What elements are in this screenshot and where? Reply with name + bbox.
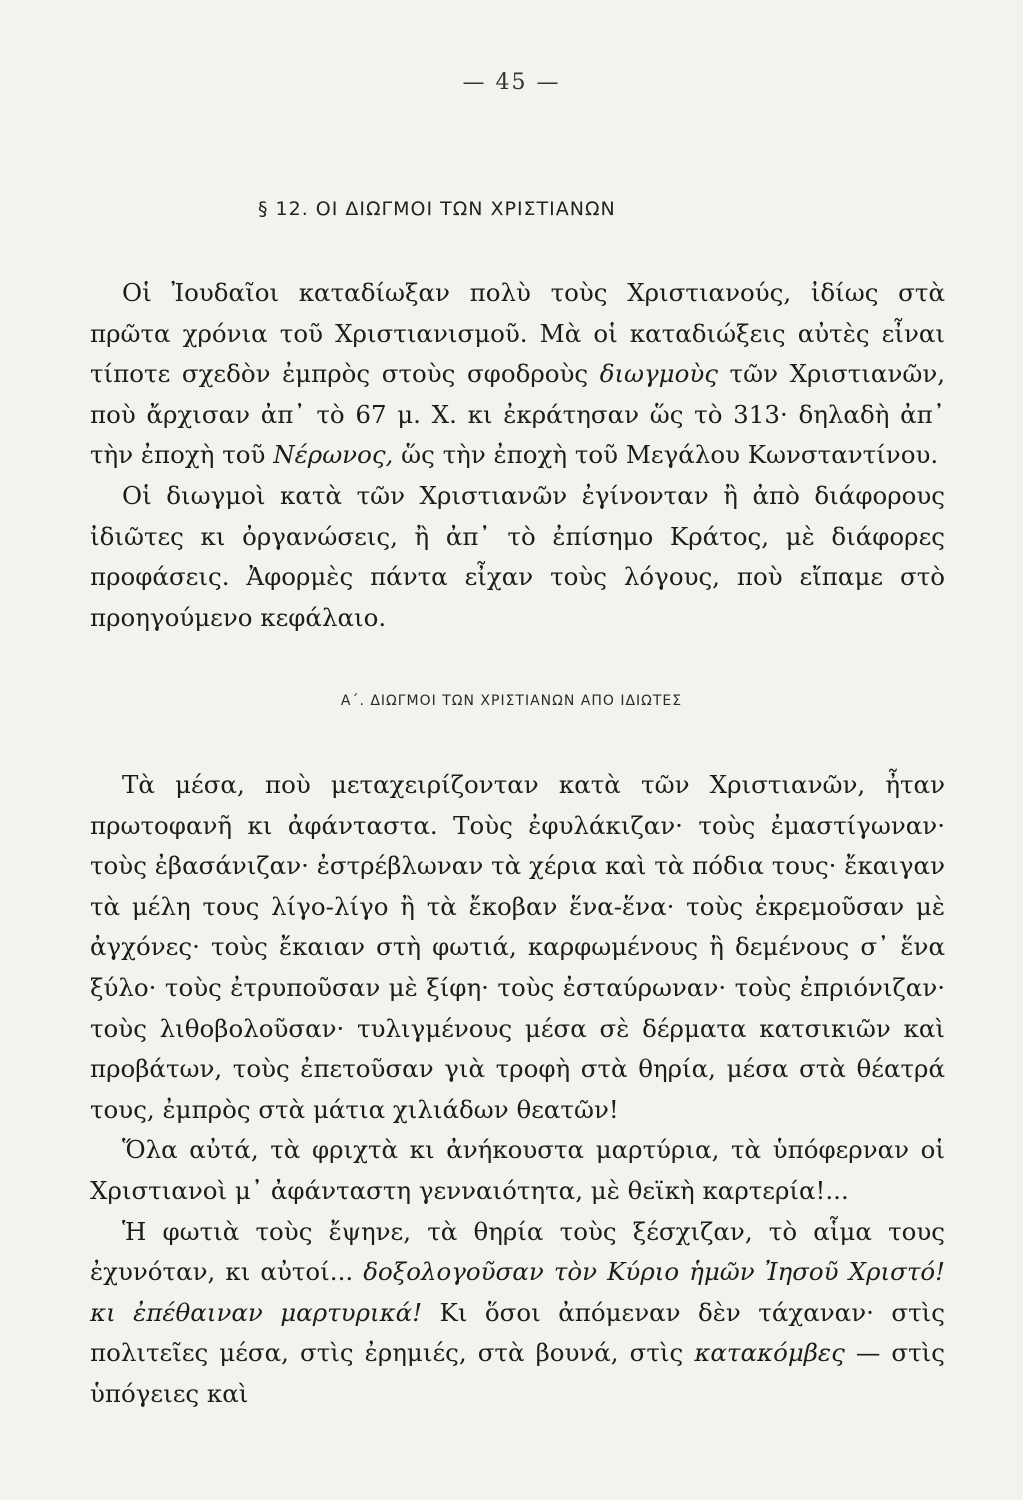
- italic-term: κατακόμβες: [694, 1338, 845, 1368]
- section-title: § 12. ΟΙ ΔΙΩΓΜΟΙ ΤΩΝ ΧΡΙΣΤΙΑΝΩΝ: [258, 198, 616, 220]
- text-run: Ἡ φωτιὰ τοὺς ἔψηνε, τὰ θηρία τοὺς ξέσχιζαν, τὸ αἷμα τους ἐχυνόταν, κι αὐτοί...: [90, 1216, 945, 1287]
- text-run: Οἱ Ἰουδαῖοι καταδίωξαν πολὺ τοὺς Χριστιανούς, ἰδίως στὰ πρῶτα χρόνια τοῦ Χριστιανισμοῦ. Μὰ οἱ καταδιώξεις αὐτὲς εἶναι τίποτε σχεδὸν ἐμπρὸς στοὺς σφοδροὺς: [90, 278, 945, 389]
- text-run: Τὰ μέσα, ποὺ μεταχειρίζονταν κατὰ τῶν Χριστιανῶν, ἦταν πρωτοφανῆ κι ἀφάνταστα. Τοὺς ἐφυλάκιζαν· τοὺς ἐμαστίγωναν· τοὺς ἐβασάνιζαν· ἐστρέβλωναν τὰ χέρια καὶ τὰ πόδια τους· ἔκαιγαν τὰ μέλη τους λίγο-λίγο ἢ τὰ ἔκοβαν ἕνα-ἕνα· τοὺς ἐκρεμοῦσαν μὲ ἀγχόνες· τοὺς ἔκαιαν στὴ φωτιά, καρφωμένους ἢ δεμένους σ᾽ ἕνα ξύλο· τοὺς ἐτρυποῦσαν μὲ ξίφη· τοὺς ἐσταύρωναν· τοὺς ἐπριόνιζαν· τοὺς λιθοβολοῦσαν· τυλιγμένους μέσα σὲ δέρματα κατσικιῶν καὶ προβάτων, τοὺς ἐπετοῦσαν γιὰ τροφὴ στὰ θηρία, μέσα στὰ θέατρά τους, ἐμπρὸς στὰ μάτια χιλιάδων θεατῶν!: [90, 770, 945, 1124]
- paragraph: [90, 1130, 945, 1211]
- text-run: — στὶς ὑπόγειες καὶ: [90, 1338, 946, 1408]
- text-run: Οἱ διωγμοὶ κατὰ τῶν Χριστιανῶν ἐγίνονταν ἢ ἀπὸ διάφορους ἰδιῶτες κι ὀργανώσεις, ἢ ἀπ᾽ τὸ ἐπίσημο Κράτος, μὲ διάφορες προφάσεις. Ἀφορμὲς πάντα εἶχαν τοὺς λόγους, ποὺ εἴπαμε στὸ προηγούμενο κεφάλαιο.: [90, 480, 945, 632]
- main-text: [90, 765, 945, 1415]
- text-run: Ὅλα αὐτά, τὰ φριχτὰ κι ἀνήκουστα μαρτύρια, τὰ ὑπόφερναν οἱ Χριστιανοὶ μ᾽ ἀφάνταστη γενναιότητα, μὲ θεϊκὴ καρτερία!...: [90, 1135, 945, 1205]
- text-run: τῶν Χριστιανῶν, ποὺ ἄρχισαν ἀπ᾽ τὸ 67 μ. Χ. κι ἐκράτησαν ὥς τὸ 313· δηλαδὴ ἀπ᾽ τὴν ἐποχὴ τοῦ: [90, 359, 946, 470]
- text-run: ὥς τὴν ἐποχὴ τοῦ Μεγάλου Κωνσταντίνου.: [393, 440, 939, 470]
- page-number: — 45 —: [462, 70, 561, 95]
- text-run: Κι ὅσοι ἀπόμεναν δὲν τάχαναν· στὶς πολιτεῖες μέσα, στὶς ἐρημιές, στὰ βουνά, στὶς: [90, 1297, 945, 1368]
- italic-term: διωγμοὺς: [599, 359, 718, 389]
- intro-text: [90, 273, 945, 638]
- paragraph: [90, 1212, 945, 1415]
- paragraph: [90, 765, 945, 1130]
- paragraph: [90, 273, 945, 476]
- italic-term: δοξολογοῦσαν τὸν Κύριο ἡμῶν Ἰησοῦ Χριστό! κι ἐπέθαιναν μαρτυρικά!: [90, 1257, 945, 1327]
- italic-term: Νέρωνος,: [273, 440, 394, 470]
- subheading: Α΄. ΔΙΩΓΜΟΙ ΤΩΝ ΧΡΙΣΤΙΑΝΩΝ ΑΠΟ ΙΔΙΩΤΕΣ: [340, 693, 683, 709]
- paragraph: [90, 476, 945, 638]
